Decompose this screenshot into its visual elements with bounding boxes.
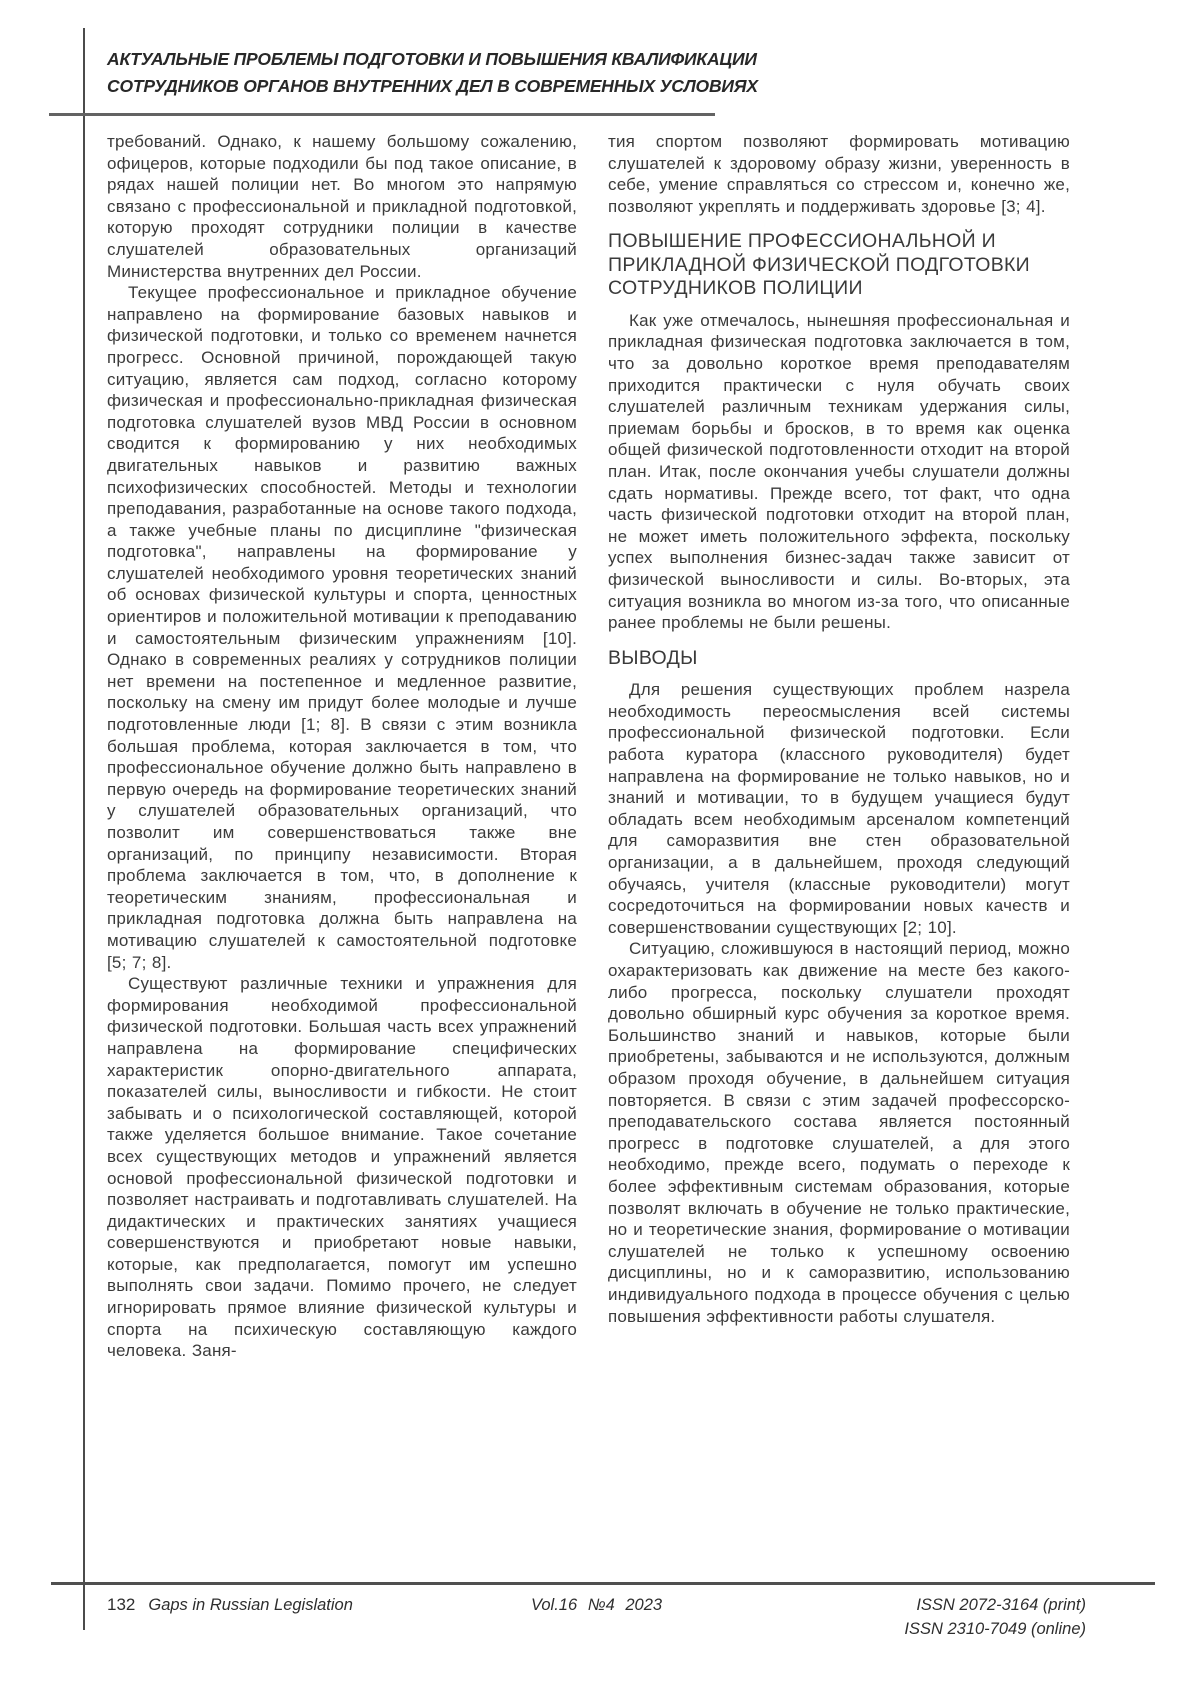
- body-paragraph: требований. Однако, к нашему большому сожалению, офицеров, которые подходили бы под такое описание, в рядах нашей полиции нет. Во многом это напрямую связано с профессиональной и прикладной подготовкой, которую проходят сотрудники полиции в качестве слушателей образовательных организаций Министерства внутренних дел России.: [107, 132, 577, 281]
- section-heading: ПОВЫШЕНИЕ ПРОФЕССИОНАЛЬНОЙ И ПРИКЛАДНОЙ ФИЗИЧЕСКОЙ ПОДГОТОВКИ СОТРУДНИКОВ ПОЛИЦИИ: [608, 230, 1030, 300]
- footer-rule: [51, 1582, 1155, 1585]
- body-paragraph: Для решения существующих проблем назрела необходимость переосмысления всей системы профессиональной физической подготовки. Если работа куратора (классного руководителя) будет направлена на формирование не только навыков, но и знаний и мотивации, то в будущем учащиеся будут обладать всем необходимым арсеналом компетенций для саморазвития вне стен образовательной организации, а в дальнейшем, проходя следующий обучаясь, учителя (классные руководители) могут сосредоточиться на формировании новых качеств и совершенствовании существующих [2; 10].: [608, 680, 1070, 937]
- issue-info: Vol.16 №4 2023: [530, 1596, 663, 1614]
- header-rule: [49, 113, 715, 116]
- right-column: [608, 131, 1070, 1362]
- page-footer: [107, 1593, 1086, 1641]
- section-heading: ВЫВОДЫ: [608, 646, 698, 669]
- running-head: [107, 46, 907, 100]
- issn-print: ISSN 2072-3164 (print): [916, 1596, 1086, 1614]
- body-paragraph: Существуют различные техники и упражнения для формирования необходимой профессиональной физической подготовки. Большая часть всех упражнений направлена на формирование специфических характеристик опорно-двигательного аппарата, показателей силы, выносливости и гибкости. Не стоит забывать и о психологической составляющей, которой также уделяется большое внимание. Такое сочетание всех существующих методов и упражнений является основой профессиональной физической подготовки и позволяет настраивать и подготавливать слушателей. На дидактических и практических занятиях учащиеся совершенствуются и приобретают новые навыки, которые, как предполагается, помогут им успешно выполнять свои задачи. Помимо прочего, не следует игнорировать прямое влияние физической культуры и спорта на психическую составляющую каждого человека. Заня-: [107, 974, 577, 1361]
- body-paragraph: Текущее профессиональное и прикладное обучение направлено на формирование базовых навыков и физической подготовки, и только со временем начнется прогресс. Основной причиной, порождающей такую ситуацию, является сам подход, согласно которому физическая и профессионально-прикладная физическая подготовка слушателей вузов МВД России в основном сводится к формированию у них необходимых двигательных навыков и развитию важных психофизических способностей. Методы и технологии преподавания, разработанные на основе такого подхода, а также учебные планы по дисциплине "физическая подготовка", направлены на формирование у слушателей необходимого уровня теоретических знаний об основах физической культуры и спорта, ценностных ориентиров и положительной мотивации к преподаванию и самостоятельным физическим упражнениям [10]. Однако в современных реалиях у сотрудников полиции нет времени на постепенное и медленное развитие, поскольку на смену им придут более молодые и лучше подготовленные люди [1; 8]. В связи с этим возникла большая проблема, которая заключается в том, что профессиональное обучение должно быть направлено в первую очередь на формирование теоретических знаний у слушателей образовательных организаций, что позволит им совершенствоваться также вне организаций, по принципу независимости. Вторая проблема заключается в том, что, в дополнение к теоретическим знаниям, профессиональная и прикладная подготовка должна быть направлена на мотивацию слушателей к самостоятельной подготовке [5; 7; 8].: [107, 283, 577, 972]
- issn-online: ISSN 2310-7049 (online): [904, 1620, 1086, 1638]
- page-number: 132: [107, 1595, 136, 1614]
- left-margin-rule: [83, 28, 85, 1630]
- running-head-line2: СОТРУДНИКОВ ОРГАНОВ ВНУТРЕННИХ ДЕЛ В СОВРЕМЕННЫХ УСЛОВИЯХ: [107, 76, 758, 96]
- article-body: [107, 131, 1070, 1362]
- footer-left: [107, 1593, 353, 1617]
- footer-issn: [904, 1593, 1086, 1641]
- running-head-line1: АКТУАЛЬНЫЕ ПРОБЛЕМЫ ПОДГОТОВКИ И ПОВЫШЕНИЯ КВАЛИФИКАЦИИ: [107, 49, 757, 69]
- body-paragraph: Ситуацию, сложившуюся в настоящий период, можно охарактеризовать как движение на месте без какого-либо прогресса, поскольку слушатели проходят довольно обширный курс обучения за короткое время. Большинство знаний и навыков, которые были приобретены, забываются и не используются, должным образом проходя обучение, в дальнейшем ситуация повторяется. В связи с этим задачей профессорско-преподавательского состава является постоянный прогресс в подготовке слушателей, а для этого необходимо, прежде всего, подумать о переходе к более эффективным системам образования, которые позволят включать в обучение не только практические, но и теоретические знания, формирование о мотивации слушателей не только к успешному освоению дисциплины, но и к саморазвитию, использованию индивидуального подхода в процессе обучения с целью повышения эффективности работы слушателя.: [608, 939, 1070, 1326]
- journal-title: Gaps in Russian Legislation: [148, 1596, 353, 1614]
- body-paragraph: Как уже отмечалось, нынешняя профессиональная и прикладная физическая подготовка заключается в том, что за довольно короткое время преподавателям приходится практически с нуля обучать своих слушателей различным техникам удержания силы, приемам борьбы и бросков, в то время как оценка общей физической подготовленности отходит на второй план. Итак, после окончания учебы слушатели должны сдать нормативы. Прежде всего, тот факт, что одна часть физической подготовки отходит на второй план, не может иметь положительного эффекта, поскольку успех выполнения бизнес-задач также зависит от физической выносливости и силы. Во-вторых, эта ситуация возникла во многом из-за того, что описанные ранее проблемы не были решены.: [608, 310, 1070, 633]
- body-paragraph: тия спортом позволяют формировать мотивацию слушателей к здоровому образу жизни, уверенность в себе, умение справляться со стрессом и, конечно же, позволяют укреплять и поддерживать здоровье [3; 4].: [608, 132, 1070, 216]
- left-column: [107, 131, 577, 1362]
